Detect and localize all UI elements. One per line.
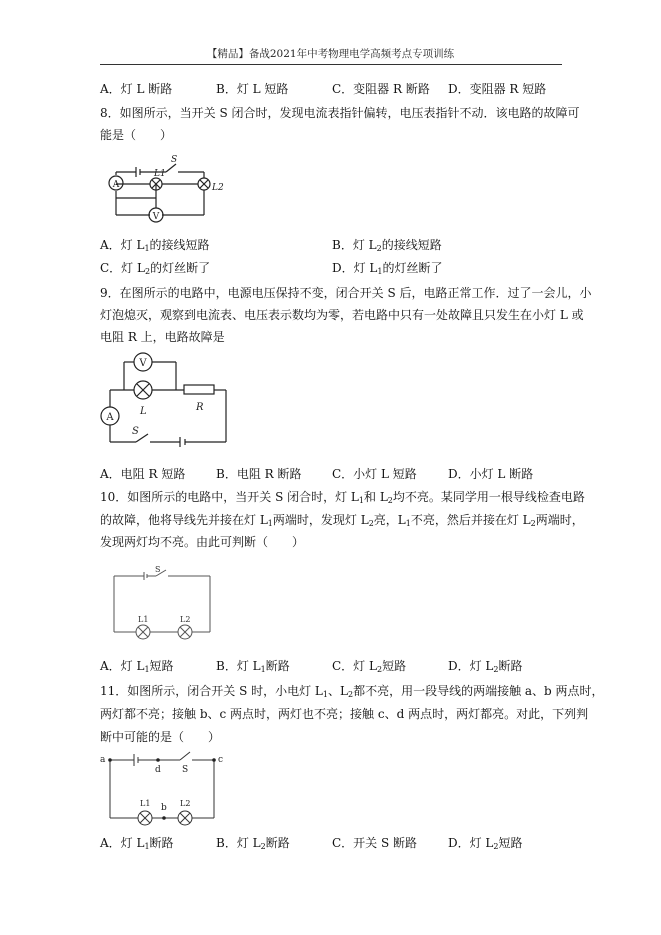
q9-circuit-figure	[96, 348, 236, 454]
q11-option-a: A．灯 $L_1$断路	[100, 836, 174, 851]
q9-option-a: A．电阻 R 短路	[100, 467, 186, 481]
q11-option-b: B．灯 $L_2$断路	[216, 836, 290, 851]
q9-resistor-label: R	[196, 402, 204, 413]
q11-switch-blade	[180, 752, 190, 760]
q7-option-c: C．变阻器 R 断路	[332, 82, 430, 96]
q10-l2-label: L2	[180, 615, 191, 624]
q11-label-c: c	[218, 755, 224, 765]
q10-option-c: C．灯 $L_2$短路	[332, 659, 407, 674]
q9-resistor-r	[184, 385, 214, 394]
q8-option-a: A．灯 $L_1$的接线短路	[100, 238, 210, 253]
q8-voltmeter-label: V	[152, 212, 160, 222]
q10-stem-line-2: 的故障，他将导线先并接在灯 $L_1$两端时，发现灯 $L_2$亮，$L_1$不亮，然后并接在灯 $L_2$两端时，	[100, 513, 584, 528]
q11-l2-label: L2	[180, 799, 191, 808]
q11-stem-line-3: 断中可能的是（ ）	[100, 730, 221, 744]
q8-stem-line-2: 能是（ ）	[100, 128, 173, 142]
q10-option-a: A．灯 $L_1$短路	[100, 659, 174, 674]
q10-stem-line-1: 10．如图所示的电路中，当开关 S 闭合时，灯 $L_1$和 $L_2$均不亮。某同学用一根导线检查电路	[100, 490, 585, 505]
q8-ammeter-label: A	[112, 180, 120, 190]
q11-point-a	[108, 758, 112, 762]
q8-l2-label: L2	[212, 183, 224, 193]
q8-stem-line-1: 8．如图所示，当开关 S 闭合时，发现电流表指针偏转，电压表指针不动．该电路的故障可	[100, 106, 580, 120]
q7-option-a: A．灯 L 断路	[100, 82, 173, 96]
q9-switch-label: S	[132, 426, 139, 437]
q10-l1-label: L1	[138, 615, 149, 624]
q8-option-c: C．灯 $L_2$的灯丝断了	[100, 261, 211, 276]
q11-option-c: C．开关 S 断路	[332, 836, 418, 850]
q11-circuit-figure	[98, 748, 228, 826]
q9-option-c: C．小灯 L 短路	[332, 467, 417, 481]
q9-stem-line-3: 电阻 R 上，电路故障是	[100, 330, 225, 344]
q8-switch-blade	[166, 164, 176, 172]
q11-label-d: d	[155, 765, 161, 775]
q10-option-b: B．灯 $L_1$断路	[216, 659, 290, 674]
q11-l1-label: L1	[140, 799, 151, 808]
q10-switch-label: S	[155, 565, 161, 574]
q9-lamp-label: L	[140, 406, 147, 417]
q9-stem-line-1: 9．在图所示的电路中，电源电压保持不变，闭合开关 S 后，电路正常工作．过了一会儿，小	[100, 286, 592, 300]
q11-point-d	[156, 758, 160, 762]
header-rule	[100, 64, 562, 65]
q10-stem-line-3: 发现两灯均不亮。由此可判断（ ）	[100, 535, 305, 549]
q10-option-d: D．灯 $L_2$断路	[448, 659, 523, 674]
q9-option-d: D．小灯 L 断路	[448, 467, 534, 481]
q11-point-b	[162, 816, 166, 820]
q9-option-b: B．电阻 R 断路	[216, 467, 302, 481]
q8-option-b: B．灯 $L_2$的接线短路	[332, 238, 442, 253]
q7-option-b: B．灯 L 短路	[216, 82, 289, 96]
q11-point-c	[212, 758, 216, 762]
q11-label-b: b	[161, 803, 167, 813]
q8-option-d: D．灯 $L_1$的灯丝断了	[332, 261, 443, 276]
q11-stem-line-2: 两灯都不亮；接触 b、c 两点时，两灯也不亮；接触 c、d 两点时，两灯都亮。对此，下列判	[100, 707, 589, 721]
q9-stem-line-2: 灯泡熄灭，观察到电流表、电压表示数均为零，若电路中只有一处故障且只发生在小灯 L 或	[100, 308, 584, 322]
q8-circuit-figure	[96, 150, 226, 230]
q8-l1-label: L1	[154, 169, 166, 179]
q11-option-d: D．灯 $L_2$短路	[448, 836, 523, 851]
q10-circuit-figure	[100, 562, 220, 644]
q7-option-d: D．变阻器 R 短路	[448, 82, 547, 96]
q9-voltmeter-label: V	[139, 358, 147, 369]
q11-label-a: a	[100, 755, 106, 765]
q11-stem-line-1: 11．如图所示，闭合开关 S 时，小电灯 $L_1$、$L_2$都不亮，用一段导线的两端接触 a、b 两点时，	[100, 684, 604, 699]
q11-switch-label: S	[182, 765, 189, 775]
q9-ammeter-label: A	[106, 412, 114, 423]
q8-switch-label: S	[171, 155, 178, 165]
page-header: 【精品】备战2021年中考物理电学高频考点专项训练	[206, 48, 455, 60]
